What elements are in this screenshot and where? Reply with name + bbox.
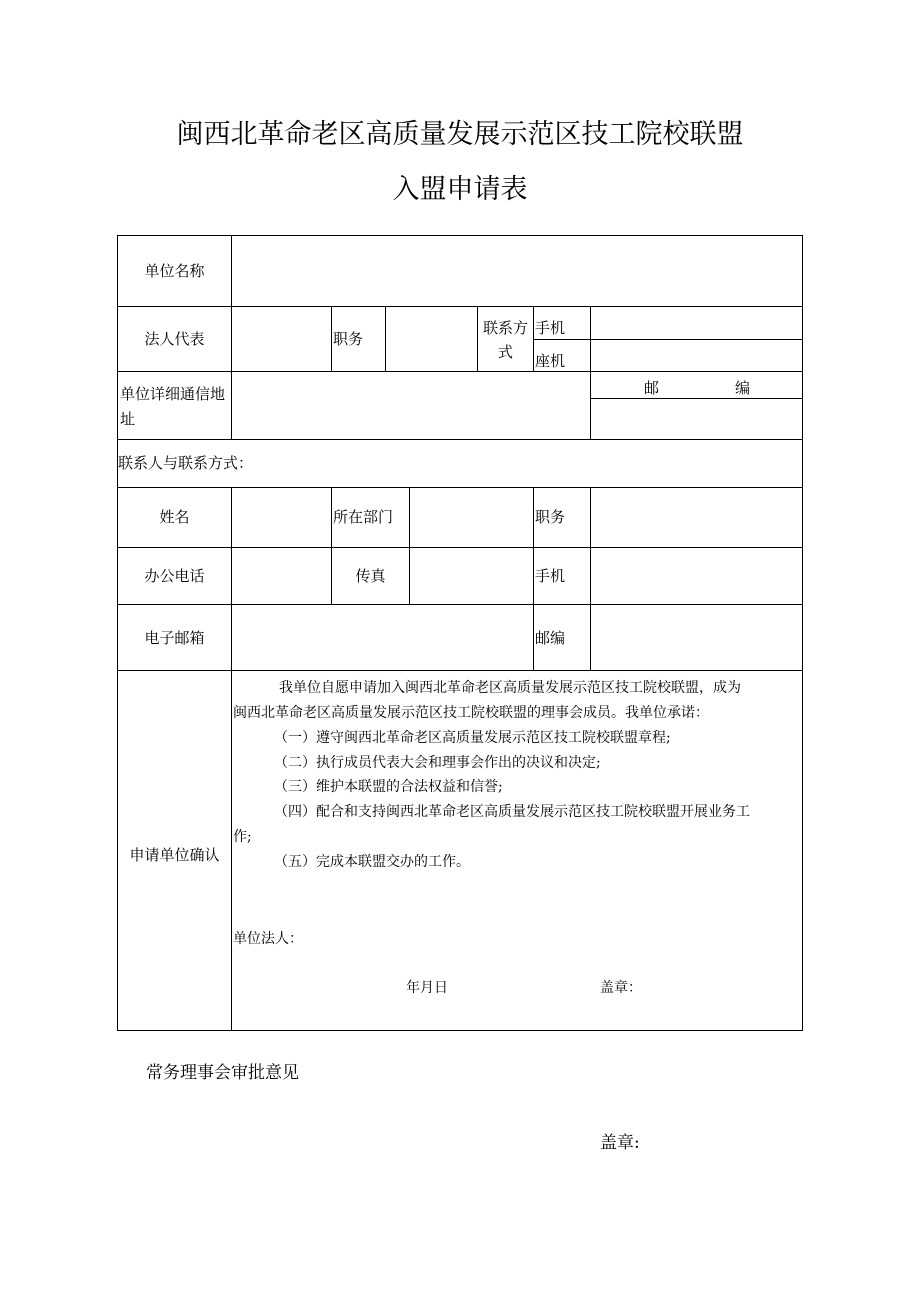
legal-rep-label: 法人代表 bbox=[144, 330, 205, 348]
email-label: 电子邮箱 bbox=[144, 629, 205, 647]
pledge-4-line2: 作; bbox=[233, 829, 252, 845]
contact-postcode-label: 邮编 bbox=[535, 629, 566, 647]
name-field[interactable] bbox=[232, 488, 331, 547]
contact-postcode-field[interactable] bbox=[591, 605, 802, 670]
postcode-field[interactable] bbox=[591, 399, 802, 439]
office-phone-label: 办公电话 bbox=[144, 567, 205, 585]
pledge-4-line1: （四）配合和支持闽西北革命老区高质量发展示范区技工院校联盟开展业务工 bbox=[274, 804, 750, 820]
pledge-1: （一）遵守闽西北革命老区高质量发展示范区技工院校联盟章程; bbox=[274, 730, 671, 746]
pledge-5: （五）完成本联盟交办的工作。 bbox=[274, 854, 470, 870]
contact-person-header: 联系人与联系方式： bbox=[118, 454, 254, 472]
contact-method-label-line1: 联系方 bbox=[482, 319, 528, 337]
legal-person-label: 单位法人： bbox=[233, 931, 303, 947]
document-title-line1: 闽西北革命老区高质量发展示范区技工院校联盟 bbox=[176, 119, 744, 150]
date-label: 年月日 bbox=[406, 980, 448, 996]
mobile-label: 手机 bbox=[535, 319, 566, 337]
mobile-field[interactable] bbox=[591, 307, 802, 339]
col-divider bbox=[331, 487, 332, 605]
name-label: 姓名 bbox=[159, 508, 190, 526]
contact-position-field[interactable] bbox=[591, 488, 802, 547]
address-field[interactable] bbox=[232, 372, 590, 439]
contact-method-label bbox=[478, 318, 533, 362]
postcode-label-left: 邮 bbox=[644, 379, 660, 397]
fax-field[interactable] bbox=[410, 548, 533, 604]
position-label: 职务 bbox=[333, 330, 364, 348]
council-opinion-label: 常务理事会审批意见 bbox=[146, 1063, 299, 1083]
contact-position-label: 职务 bbox=[535, 508, 566, 526]
confirm-label: 申请单位确认 bbox=[129, 846, 220, 864]
contact-mobile-field[interactable] bbox=[591, 548, 802, 604]
address-label bbox=[120, 384, 225, 429]
landline-label: 座机 bbox=[535, 352, 566, 370]
legal-rep-field[interactable] bbox=[232, 307, 331, 371]
row-divider bbox=[117, 439, 803, 440]
address-label-line1: 单位详细通信地 bbox=[120, 385, 226, 403]
pledge-3: （三）维护本联盟的合法权益和信誉; bbox=[274, 779, 503, 795]
landline-field[interactable] bbox=[591, 340, 802, 371]
office-phone-field[interactable] bbox=[232, 548, 331, 604]
table-border-right bbox=[802, 235, 803, 1031]
position-field[interactable] bbox=[386, 307, 477, 371]
postcode-label-right: 编 bbox=[735, 379, 751, 397]
contact-mobile-label: 手机 bbox=[535, 567, 566, 585]
contact-method-label-line2: 式 bbox=[497, 343, 513, 361]
unit-name-field[interactable] bbox=[232, 236, 802, 306]
statement-line1: 我单位自愿申请加入闽西北革命老区高质量发展示范区技工院校联盟，成为 bbox=[279, 680, 741, 696]
col-divider bbox=[331, 306, 332, 372]
unit-name-label: 单位名称 bbox=[144, 262, 205, 280]
table-border-bottom bbox=[117, 1030, 803, 1031]
department-label: 所在部门 bbox=[333, 508, 394, 526]
col-divider bbox=[533, 306, 534, 372]
council-seal-label: 盖章: bbox=[600, 1133, 640, 1153]
document-title-line2: 入盟申请表 bbox=[392, 174, 528, 205]
row-divider bbox=[117, 670, 803, 671]
email-field[interactable] bbox=[232, 605, 533, 670]
pledge-2: （二）执行成员代表大会和理事会作出的决议和决定; bbox=[274, 755, 601, 771]
confirm-seal-label: 盖章： bbox=[600, 980, 642, 996]
address-label-line2: 址 bbox=[120, 410, 136, 428]
col-divider bbox=[533, 487, 534, 671]
fax-label: 传真 bbox=[355, 567, 386, 585]
statement-line2: 闽西北革命老区高质量发展示范区技工院校联盟的理事会成员。我单位承诺： bbox=[233, 705, 709, 721]
department-field[interactable] bbox=[410, 488, 533, 547]
